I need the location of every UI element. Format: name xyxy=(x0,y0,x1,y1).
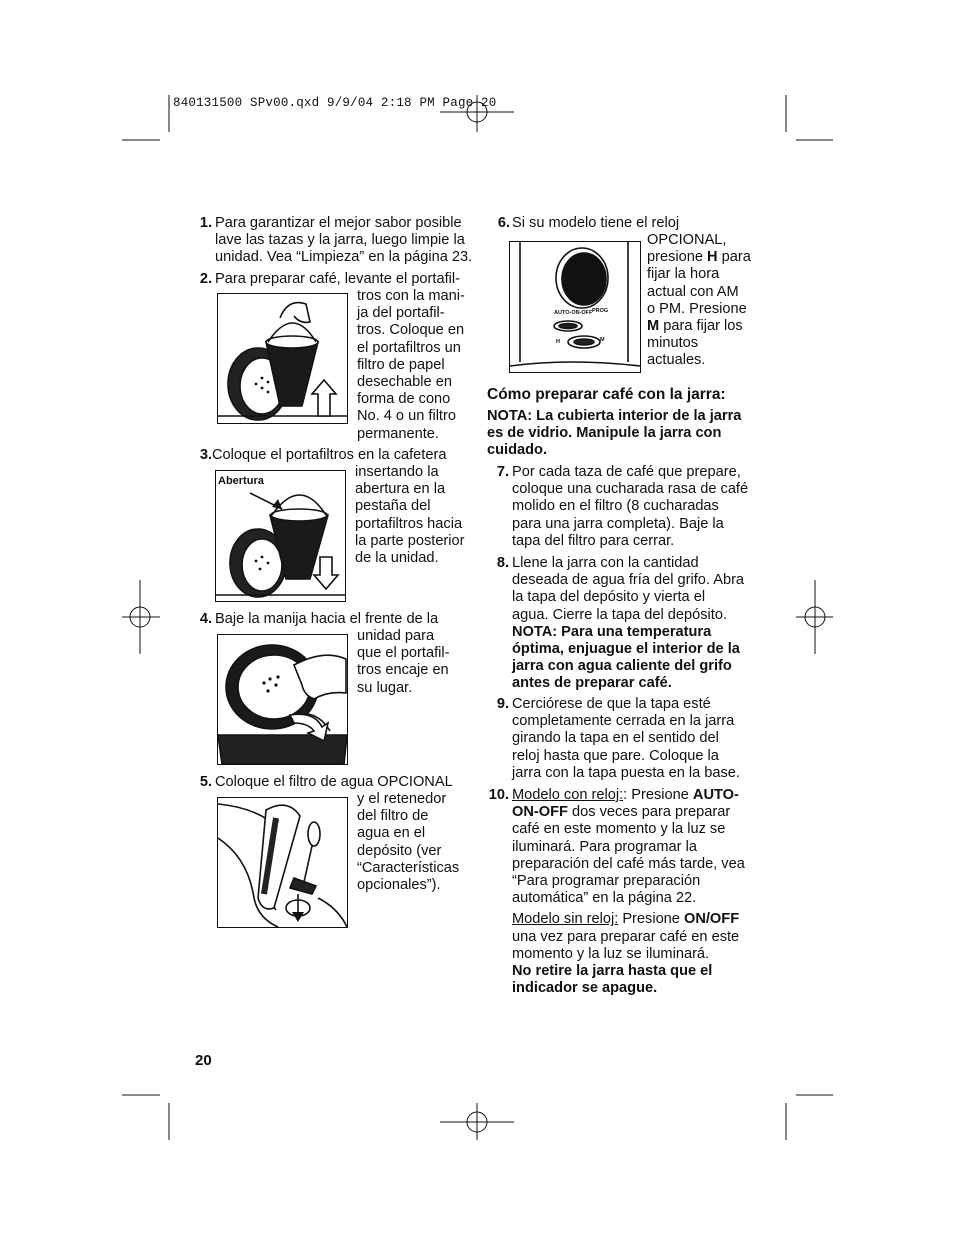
text-line: cuidado. xyxy=(487,442,547,459)
text-line: deseada de agua fría del grifo. Abra xyxy=(512,572,745,589)
text-line: “Características xyxy=(357,859,460,876)
figure-lower-handle xyxy=(217,634,348,765)
text-line: coloque una cucharada rasa de café xyxy=(512,481,749,498)
step-number: 5. xyxy=(199,774,212,790)
text-line: No retire la jarra hasta que el xyxy=(512,963,713,980)
text-line: tros encaje en xyxy=(357,662,449,679)
text-line: del filtro de xyxy=(357,808,429,825)
text-line: antes de preparar café. xyxy=(512,675,672,692)
text-line: actual con AM xyxy=(647,283,739,300)
text-line: y el retenedor xyxy=(357,791,447,807)
text-line: momento y la luz se iluminará. xyxy=(512,945,710,962)
text-line xyxy=(512,911,774,928)
text-line: jarra con la tapa puesta en la base. xyxy=(512,764,740,781)
text-line: tapa del filtro para cerrar. xyxy=(512,532,675,549)
figure-label: Abertura xyxy=(218,475,264,487)
text-line: es de vidrio. Manipule la jarra con xyxy=(487,425,722,442)
text-span: presione xyxy=(647,249,708,266)
text-line: NOTA: Para una temperatura xyxy=(512,623,712,640)
text-line: para una jarra completa). Baje la xyxy=(512,515,724,532)
text-line: molido en el filtro (8 cucharadas xyxy=(512,498,719,515)
text-line: unidad. Vea “Limpieza” en la página 23. xyxy=(215,249,473,266)
panel-label-auto-on-off: AUTO-ON-OFF xyxy=(554,310,593,316)
text-line: Llene la jarra con la cantidad xyxy=(512,555,699,571)
text-line: que el portafil- xyxy=(357,645,450,662)
step-number: 9. xyxy=(496,696,509,712)
text-line: agua. Cierre la tapa del depósito. xyxy=(512,606,727,623)
text-line xyxy=(647,249,767,266)
text-line: minutos xyxy=(647,335,699,352)
step-8-text xyxy=(512,555,772,693)
text-line: completamente cerrada en la jarra xyxy=(512,713,735,730)
bold-on-off-2: ON/OFF xyxy=(683,911,740,928)
step-2-text xyxy=(357,288,477,443)
text-line: su lugar. xyxy=(357,679,413,696)
step-10-text xyxy=(512,787,774,997)
text-line: preparación del café más tarde, vea xyxy=(512,855,745,872)
file-slug: 840131500 SPv00.qxd 9/9/04 2:18 PM Page 20 xyxy=(173,96,497,110)
text-line: portafiltros hacia xyxy=(355,515,463,532)
text-line: NOTA: La cubierta interior de la jarra xyxy=(487,408,742,424)
text-line: la tapa del depósito y vierta el xyxy=(512,589,706,606)
text-line: automática” en la página 22. xyxy=(512,890,697,907)
text-line: lave las tazas y la jarra, luego limpie la xyxy=(215,232,465,249)
text-line: filtro de papel xyxy=(357,356,445,373)
step-number: 1. xyxy=(199,215,212,231)
text-line: agua en el xyxy=(357,825,426,842)
text-line: el portafiltros un xyxy=(357,339,461,356)
text-span: para fijar los xyxy=(659,318,743,335)
text-line: indicador se apague. xyxy=(512,980,658,997)
step-3-first-line: Coloque el portafiltros en la cafetera xyxy=(212,447,447,463)
page-number: 20 xyxy=(195,1052,212,1069)
bold-key-h: H xyxy=(707,249,718,266)
bold-auto: AUTO- xyxy=(692,787,739,803)
figure-water-filter xyxy=(217,797,348,928)
text-line: depósito (ver xyxy=(357,842,442,859)
figure-insert-filter-basket xyxy=(215,470,346,602)
step-9-text xyxy=(512,696,772,782)
text-span: : Presione xyxy=(623,787,693,803)
step-4-first-line: Baje la manija hacia el frente de la xyxy=(215,611,439,627)
text-span: para xyxy=(717,249,751,266)
text-line: insertando la xyxy=(355,464,439,480)
warning-do-not-remove xyxy=(512,963,774,997)
step-3-text xyxy=(355,464,477,567)
text-span: dos veces para preparar xyxy=(567,804,731,821)
bold-on-off: ON-OFF xyxy=(512,804,568,821)
bold-key-m: M xyxy=(647,318,660,335)
step-number: 3. xyxy=(199,447,212,463)
text-line: ja del portafil- xyxy=(357,305,445,322)
text-line: No. 4 o un filtro xyxy=(357,408,456,425)
step-2-first-line: Para preparar café, levante el portafil- xyxy=(215,271,460,287)
text-line: permanente. xyxy=(357,425,439,442)
text-line: desechable en xyxy=(357,374,452,391)
text-line: jarra con agua caliente del grifo xyxy=(512,658,732,675)
text-line: la parte posterior xyxy=(355,532,465,549)
text-line: girando la tapa en el sentido del xyxy=(512,730,719,747)
step-number: 6. xyxy=(497,215,510,231)
text-line: de la unidad. xyxy=(355,550,439,567)
step-5-text xyxy=(357,791,477,894)
text-line: OPCIONAL, xyxy=(647,232,727,248)
step-7-text xyxy=(512,464,772,550)
text-line: pestaña del xyxy=(355,498,431,515)
water-filter-illustration xyxy=(218,798,347,927)
text-line: “Para programar preparación xyxy=(512,873,701,890)
text-line: opcionales”). xyxy=(357,877,441,894)
model-with-clock-label: Modelo con reloj: xyxy=(512,787,624,803)
text-line: óptima, enjuague el interior de la xyxy=(512,641,740,658)
text-line: una vez para preparar café en este xyxy=(512,928,740,945)
text-line: forma de cono xyxy=(357,391,451,408)
step-6-text xyxy=(647,232,767,370)
step-number: 7. xyxy=(496,464,509,480)
text-line xyxy=(512,804,774,821)
text-line: Para garantizar el mejor sabor posible xyxy=(215,215,462,231)
text-line: Por cada taza de café que prepare, xyxy=(512,464,741,480)
text-line: tros con la mani- xyxy=(357,288,465,304)
step-number: 4. xyxy=(199,611,212,627)
text-span: Presione xyxy=(618,911,684,928)
lower-handle-illustration xyxy=(218,635,347,764)
text-line: abertura en la xyxy=(355,481,446,498)
text-line: actuales. xyxy=(647,352,706,369)
nota-glass-warning xyxy=(487,408,767,460)
text-line xyxy=(647,318,767,335)
step-number: 2. xyxy=(199,271,212,287)
step-number: 10. xyxy=(488,787,509,803)
panel-label-prog: PROG xyxy=(592,308,609,314)
model-without-clock-label: Modelo sin reloj: xyxy=(512,911,619,928)
filter-basket-illustration xyxy=(218,294,347,423)
step-4-text xyxy=(357,628,477,697)
text-line: café en este momento y la luz se xyxy=(512,821,726,838)
step-5-first-line: Coloque el filtro de agua OPCIONAL xyxy=(215,774,453,790)
filter-opening-illustration xyxy=(216,471,345,601)
text-line xyxy=(512,787,774,804)
panel-label-m: M xyxy=(600,337,605,343)
text-line: unidad para xyxy=(357,628,435,644)
nota-temperature xyxy=(512,624,772,693)
figure-clock-panel xyxy=(509,241,641,373)
text-line: tros. Coloque en xyxy=(357,322,465,339)
step-6-first-line: Si su modelo tiene el reloj xyxy=(512,215,680,231)
step-number: 8. xyxy=(496,555,509,571)
panel-label-h: H xyxy=(556,339,560,345)
text-line: iluminará. Para programar la xyxy=(512,838,697,855)
figure-lift-filter-basket xyxy=(217,293,348,424)
clock-panel-illustration xyxy=(510,242,640,372)
text-line: reloj hasta que pare. Coloque la xyxy=(512,747,719,764)
text-line: Cerciórese de que la tapa esté xyxy=(512,696,711,712)
section-heading: Cómo preparar café con la jarra: xyxy=(487,386,726,403)
text-line: o PM. Presione xyxy=(647,300,747,317)
step-1-text xyxy=(215,215,475,267)
text-line: fijar la hora xyxy=(647,266,720,283)
